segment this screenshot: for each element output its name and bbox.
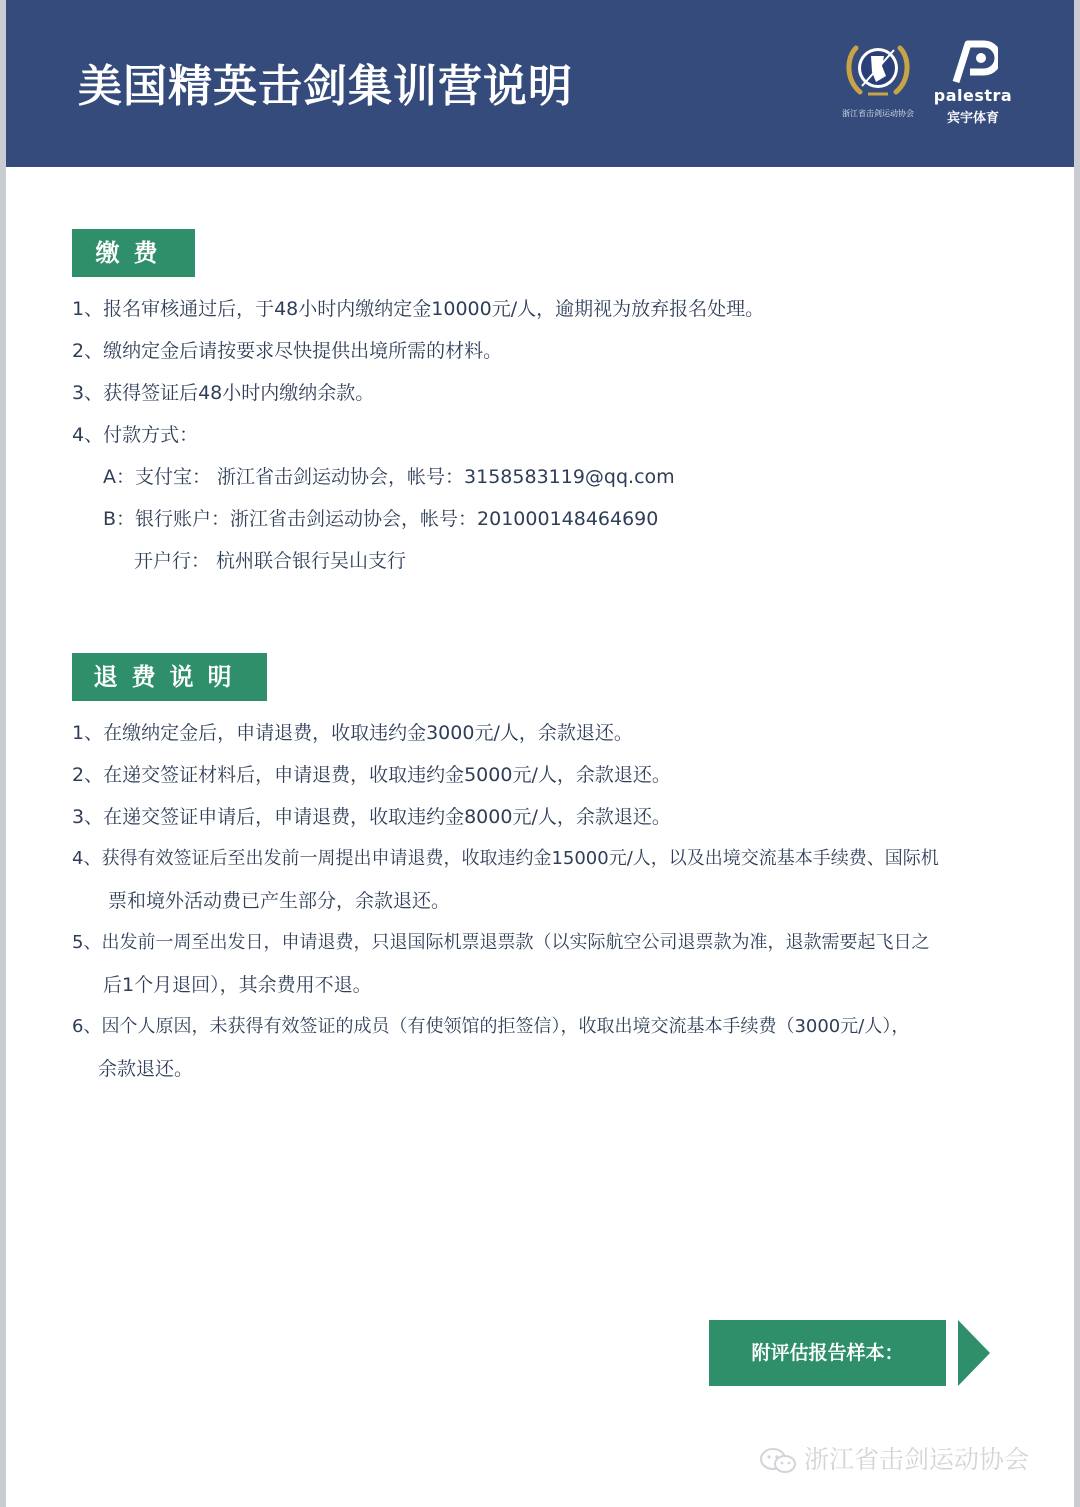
page-title: 美国精英击剑集训营说明 xyxy=(78,61,573,112)
fee-payment-bank-branch: 开户行： 杭州联合银行吴山支行 xyxy=(134,550,407,572)
refund-line-6-cont: 余款退还。 xyxy=(98,1058,194,1080)
watermark-text: 浙江省击剑运动协会 xyxy=(804,1445,1030,1474)
report-sample-button[interactable]: 附评估报告样本： xyxy=(709,1320,946,1386)
refund-line-6: 6、因个人原因，未获得有效签证的成员（有使领馆的拒签信），收取出境交流基本手续费（3000元/人）， xyxy=(72,1016,910,1037)
association-caption: 浙江省击剑运动协会 xyxy=(842,109,914,118)
fee-line-1: 1、报名审核通过后，于48小时内缴纳定金10000元/人，逾期视为放弃报名处理。 xyxy=(72,298,765,320)
arrow-right-icon[interactable] xyxy=(956,1320,992,1386)
palestra-chinese-name: 宾宇体育 xyxy=(946,111,999,126)
refund-line-4-cont: 票和境外活动费已产生部分，余款退还。 xyxy=(108,890,451,912)
palestra-wordmark: palestra xyxy=(933,86,1013,105)
wechat-watermark xyxy=(758,1440,1029,1476)
refund-line-1: 1、在缴纳定金后，申请退费，收取违约金3000元/人，余款退还。 xyxy=(72,722,633,744)
refund-line-2: 2、在递交签证材料后，申请退费，收取违约金5000元/人，余款退还。 xyxy=(72,764,671,786)
wechat-icon xyxy=(758,1446,798,1476)
refund-line-3: 3、在递交签证申请后，申请退费，收取违约金8000元/人，余款退还。 xyxy=(72,806,671,828)
refund-line-4: 4、获得有效签证后至出发前一周提出申请退费，收取违约金15000元/人，以及出境交流基本手续费、国际机 xyxy=(72,848,939,869)
refund-section-label: 退费说明 xyxy=(72,653,267,701)
page-shadow-right xyxy=(1074,0,1080,1507)
palestra-logo xyxy=(926,38,1020,130)
laurel-shield-icon xyxy=(838,36,918,106)
header-banner xyxy=(6,0,1074,167)
refund-line-5: 5、出发前一周至出发日，申请退费，只退国际机票退票款（以实际航空公司退票款为准，退款需要起飞日之 xyxy=(72,932,930,953)
fee-section-label: 缴费 xyxy=(72,229,195,277)
fee-line-3: 3、获得签证后48小时内缴纳余款。 xyxy=(72,382,375,404)
fee-line-2: 2、缴纳定金后请按要求尽快提供出境所需的材料。 xyxy=(72,340,503,362)
association-logo xyxy=(838,36,918,132)
fee-payment-bank: B：银行账户：浙江省击剑运动协会，帐号：201000148464690 xyxy=(103,508,659,530)
fee-payment-alipay: A：支付宝： 浙江省击剑运动协会，帐号：3158583119@qq.com xyxy=(103,466,675,488)
document-page xyxy=(6,0,1074,1507)
refund-line-5-cont: 后1个月退回），其余费用不退。 xyxy=(103,974,372,996)
palestra-mark-icon xyxy=(950,38,998,84)
fee-line-4: 4、付款方式： xyxy=(72,424,199,446)
